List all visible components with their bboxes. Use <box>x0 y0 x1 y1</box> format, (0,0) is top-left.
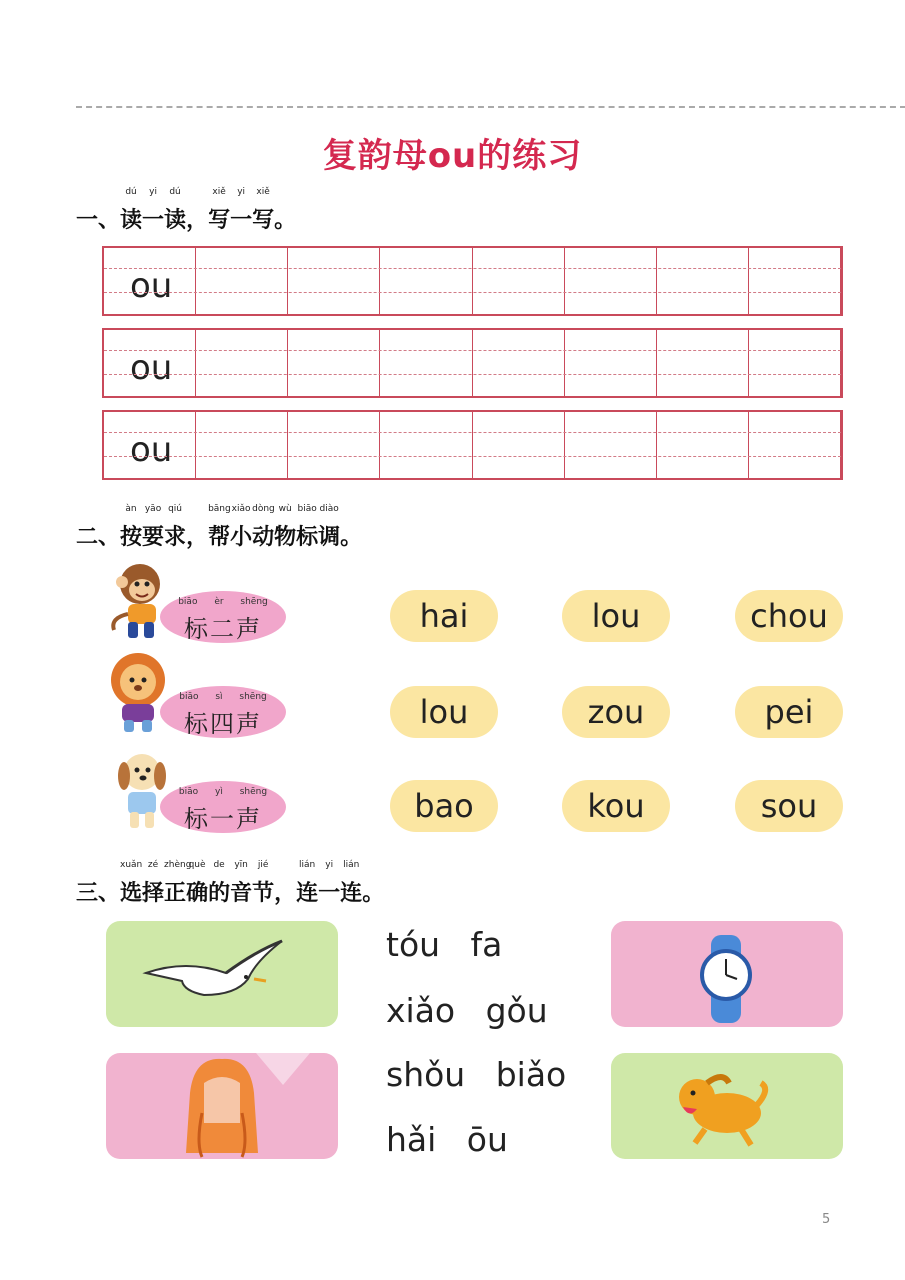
pinyin: zhèng <box>164 860 192 870</box>
pinyin: yīn <box>234 860 248 870</box>
seagull-icon <box>106 921 338 1027</box>
syllable-pill[interactable]: lou <box>390 686 498 738</box>
hanzi: 调 <box>318 525 341 550</box>
hanzi: 小 <box>230 525 253 550</box>
writing-sample: ou <box>130 348 173 388</box>
pinyin: dú <box>125 187 137 197</box>
writing-row[interactable] <box>102 246 843 316</box>
pinyin: jié <box>257 860 269 870</box>
hanzi: 标 <box>296 525 319 550</box>
hanzi: 选 <box>120 881 143 906</box>
top-dashed-divider <box>76 106 905 108</box>
syllable-pill[interactable]: bao <box>390 780 498 832</box>
page-number: 5 <box>822 1212 831 1227</box>
hanzi: 求 <box>164 525 187 550</box>
pinyin: yi <box>149 187 157 197</box>
punct: 。 <box>362 881 385 906</box>
pinyin: yi <box>325 860 334 870</box>
writing-row[interactable] <box>102 328 843 398</box>
choice-text[interactable]: hǎi ōu <box>386 1120 508 1159</box>
tone-tag <box>160 591 286 643</box>
choice-text[interactable]: xiǎo gǒu <box>386 991 548 1030</box>
syllable-pill[interactable]: pei <box>735 686 843 738</box>
hanzi: 按 <box>120 525 143 550</box>
hanzi: 一 <box>142 208 165 233</box>
hanzi: 择 <box>142 881 165 906</box>
page-title: 复韵母ou的练习 <box>322 136 583 176</box>
tag-pinyin: biāo yì shēng <box>178 787 268 797</box>
hanzi: 物 <box>274 525 297 550</box>
syllable-pill[interactable]: zou <box>562 686 670 738</box>
tag-pinyin: biāo sì shēng <box>179 692 267 702</box>
puppy-card[interactable] <box>611 1053 843 1159</box>
hanzi: 的 <box>208 881 231 906</box>
syllable-pill[interactable]: chou <box>735 590 843 642</box>
watch-card[interactable] <box>611 921 843 1027</box>
tag-label: 标二声 <box>184 615 262 643</box>
choice-text[interactable]: shǒu biǎo <box>386 1055 567 1094</box>
punct: ， <box>274 881 297 906</box>
section3-heading <box>76 860 385 907</box>
tag-label: 标四声 <box>184 710 262 738</box>
syllable-pill[interactable]: sou <box>735 780 843 832</box>
tag-label: 标一声 <box>184 805 262 833</box>
hair-icon <box>106 1053 338 1159</box>
pinyin: xiě <box>256 187 270 197</box>
writing-sample: ou <box>130 430 173 470</box>
pinyin: xuǎn <box>120 860 143 870</box>
tone-tag <box>160 686 286 738</box>
hanzi: 正 <box>164 881 187 906</box>
pinyin: àn <box>125 504 137 514</box>
pinyin: dòng <box>252 504 275 514</box>
pinyin: lián <box>343 860 360 870</box>
choice-text[interactable]: tóu fa <box>386 925 503 964</box>
tone-tag <box>160 781 286 833</box>
section1-prefix: 一、 <box>76 208 121 233</box>
section3-prefix: 三、 <box>76 881 121 906</box>
section1-heading <box>76 187 297 234</box>
punct: ， <box>186 525 209 550</box>
hanzi: 一 <box>318 881 341 906</box>
hanzi: 音 <box>230 881 253 906</box>
pinyin: bāng <box>208 504 231 514</box>
hanzi: 读 <box>164 208 187 233</box>
section2-heading <box>76 504 363 551</box>
syllable-pill[interactable]: hai <box>390 590 498 642</box>
pinyin: de <box>213 860 225 870</box>
pinyin: xiǎo <box>231 504 251 514</box>
hanzi: 节 <box>252 881 275 906</box>
hanzi: 帮 <box>208 525 231 550</box>
hair-card[interactable] <box>106 1053 338 1159</box>
section2-prefix: 二、 <box>76 525 121 550</box>
punct: 。 <box>340 525 363 550</box>
pinyin: yāo <box>144 504 162 514</box>
pinyin: què <box>188 860 206 870</box>
writing-row[interactable] <box>102 410 843 480</box>
hanzi: 写 <box>208 208 231 233</box>
syllable-pill[interactable]: lou <box>562 590 670 642</box>
hanzi: 要 <box>142 525 165 550</box>
punct: ， <box>186 208 209 233</box>
writing-sample: ou <box>130 266 173 306</box>
syllable-pill[interactable]: kou <box>562 780 670 832</box>
pinyin: diào <box>319 504 339 514</box>
hanzi: 连 <box>296 881 319 906</box>
pinyin: dú <box>169 187 181 197</box>
hanzi: 确 <box>186 881 209 906</box>
hanzi: 连 <box>340 881 363 906</box>
seagull-card[interactable] <box>106 921 338 1027</box>
puppy-icon <box>611 1053 843 1159</box>
punct: 。 <box>274 208 297 233</box>
pinyin: xiě <box>212 187 226 197</box>
pinyin: qiú <box>168 504 183 514</box>
hanzi: 动 <box>252 525 275 550</box>
hanzi: 一 <box>230 208 253 233</box>
pinyin: yi <box>237 187 246 197</box>
hanzi: 读 <box>120 208 143 233</box>
watch-icon <box>611 921 843 1027</box>
tag-pinyin: biāo èr shēng <box>178 597 268 607</box>
pinyin: lián <box>299 860 316 870</box>
hanzi: 写 <box>252 208 275 233</box>
pinyin: wù <box>278 504 292 514</box>
pinyin: zé <box>147 860 159 870</box>
pinyin: biāo <box>297 504 317 514</box>
